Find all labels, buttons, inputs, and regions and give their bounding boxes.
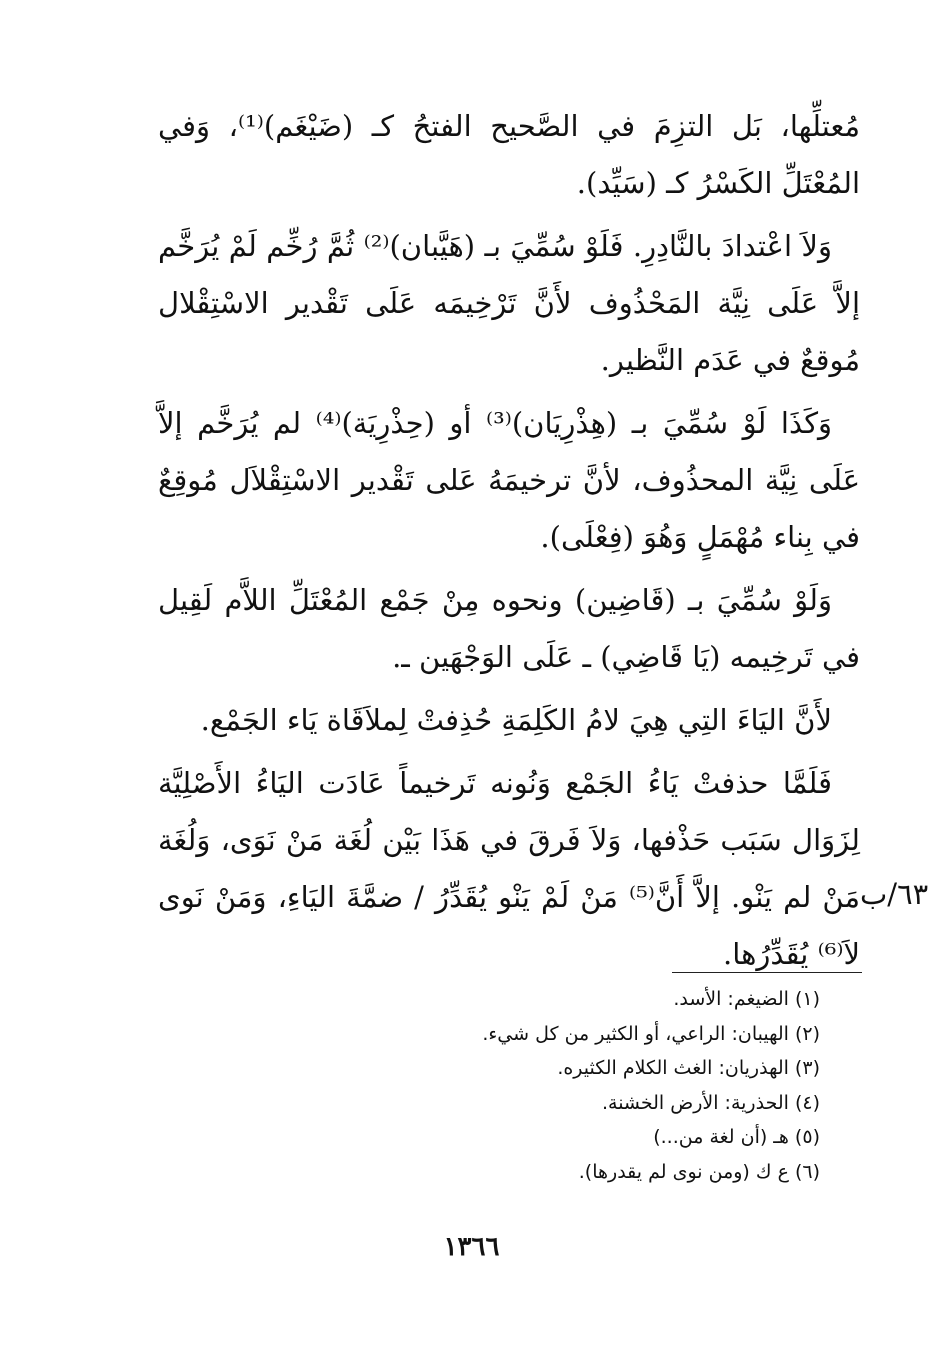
footnote-5: (٥) هـ (أن لغة من...) xyxy=(653,1126,820,1148)
paragraph-5: لأَنَّ اليَاءَ التِي هِيَ لامُ الكَلِمَةِ حُذِفتْ لِملاَقَاة يَاء الجَمْع. xyxy=(200,703,832,737)
paragraph-4: وَلَوْ سُمِّيَ بـ (قَاضِين) ونحوه مِنْ جَمْع المُعْتَلِّ اللاَّم لَقِيل في تَرخِيمه (يَا قَاضِي) ـ عَلَى الوَجْهَين ـ. xyxy=(158,583,860,674)
paragraph-1: مُعتلِّها، بَل التزِمَ في الصَّحيح الفتحُ كـ (ضَيْغَم)⁽¹⁾، وَفي المُعْتَلِّ الكَسْرُ كـ (سَيِّد). xyxy=(158,109,860,200)
footnote-separator xyxy=(672,972,862,973)
main-text xyxy=(158,98,860,983)
footnotes xyxy=(300,982,820,1189)
footnote-4: (٤) الحذرية: الأرض الخشنة. xyxy=(601,1091,820,1114)
footnote-3: (٣) الهذريان: الغث الكلام الكثيره. xyxy=(557,1057,820,1079)
paragraph-6: فَلَمَّا حذفتْ يَاءُ الجَمْع وَنُونه تَرخيماً عَادَت اليَاءُ الأَصْلِيَّة لِزَوَال سَبَب حَذْفها، وَلاَ فَرقَ في هَذَا بَيْن لُغَة مَنْ نَوَى، وَلُغَة مَنْ لم يَنْو. إلاَّ أَنَّ⁽⁵⁾ مَنْ لَمْ يَنْو يُقَدِّرُ / ضمَّةَ اليَاءِ، وَمَنْ نَوى لاَ⁽⁶⁾ يُقَدِّرُها. xyxy=(158,766,860,971)
paragraph-2: وَلاَ اعْتدادَ بالنَّادِرِ. فَلَوْ سُمِّيَ بـ (هَيَّبان)⁽²⁾ ثُمَّ رُخِّم لَمْ يُرَخَّم إلاَّ عَلَى نِيَّة المَحْذُوف لأَنَّ تَرْخِيمَه عَلَى تَقْدير الاسْتِقْلال مُوقعٌ في عَدَم النَّظير. xyxy=(158,229,860,377)
footnote-1: (١) الضيغم: الأسد. xyxy=(673,988,820,1010)
paragraph-3: وَكَذَا لَوْ سُمِّيَ بـ (هِذْرِيَان)⁽³⁾ أو (حِذْرِيَة)⁽⁴⁾ لم يُرَخَّم إلاَّ عَلَى نِيَّة المحذُوف، لأنَّ ترخيمَهُ عَلى تَقْدير الاسْتِقْلاَل مُوقِعٌ في بِناء مُهْمَلٍ وَهُوَ (فِعْلَى). xyxy=(158,406,860,554)
footnote-6: (٦) ع ك (ومن نوى لم يقدرها). xyxy=(578,1160,820,1183)
folio-margin-note: ٦٣/ب xyxy=(860,877,929,911)
page-number: ١٣٦٦ xyxy=(443,1232,500,1262)
footnote-2: (٢) الهيبان: الراعي، أو الكثير من كل شيء. xyxy=(482,1022,820,1045)
